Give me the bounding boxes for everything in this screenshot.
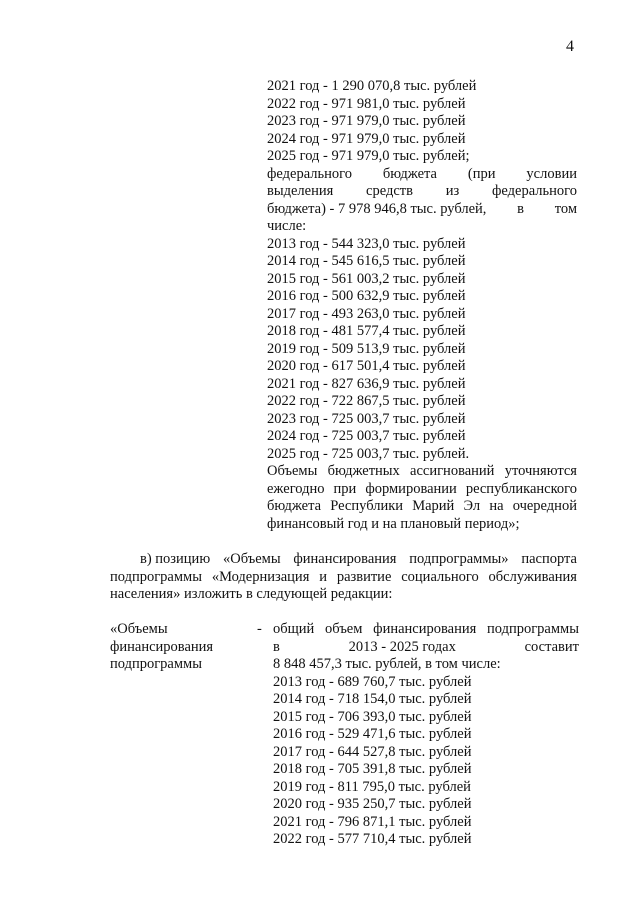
word: формировании bbox=[365, 481, 457, 497]
note-line bbox=[267, 481, 577, 498]
year-line: 2014 год - 718 154,0 тыс. рублей bbox=[273, 691, 472, 707]
word: обслуживания bbox=[488, 569, 577, 585]
paragraph-line bbox=[140, 551, 577, 568]
year-line: 2021 год - 1 290 070,8 тыс. рублей bbox=[267, 78, 477, 94]
word: в bbox=[273, 639, 280, 655]
word: подпрограммы bbox=[110, 569, 202, 585]
table-left-label-line: финансирования bbox=[110, 639, 214, 655]
word: из bbox=[445, 183, 460, 199]
year-line: 2023 год - 725 003,7 тыс. рублей bbox=[267, 411, 466, 427]
word: на bbox=[489, 498, 504, 514]
paragraph-line: населения» изложить в следующей редакции: bbox=[110, 586, 393, 602]
year-line: 2018 год - 481 577,4 тыс. рублей bbox=[267, 323, 466, 339]
word: финансирования bbox=[293, 551, 397, 567]
year-line: 2017 год - 493 263,0 тыс. рублей bbox=[267, 306, 466, 322]
word: (при bbox=[467, 166, 496, 182]
federal-heading-line bbox=[267, 166, 577, 183]
word: бюджета) - 7 978 946,8 тыс. рублей, bbox=[267, 201, 487, 217]
word: развитие bbox=[336, 569, 392, 585]
word: социального bbox=[401, 569, 479, 585]
table-right-line: 8 848 457,3 тыс. рублей, в том числе: bbox=[273, 656, 501, 672]
year-line: 2019 год - 811 795,0 тыс. рублей bbox=[273, 779, 471, 795]
word: подпрограммы» bbox=[409, 551, 509, 567]
word: бюджета bbox=[267, 498, 322, 514]
word: ежегодно bbox=[267, 481, 325, 497]
table-right-line bbox=[273, 621, 579, 638]
year-line: 2016 год - 500 632,9 тыс. рублей bbox=[267, 288, 466, 304]
year-line: 2021 год - 827 636,9 тыс. рублей bbox=[267, 376, 466, 392]
table-dash: - bbox=[257, 621, 262, 637]
word: в bbox=[517, 201, 524, 217]
federal-heading-line bbox=[267, 201, 577, 218]
table-left-label-line: подпрограммы bbox=[110, 656, 202, 672]
note-line: финансовый год и на плановый период»; bbox=[267, 516, 520, 532]
word: в) позицию bbox=[140, 551, 211, 567]
year-line: 2013 год - 544 323,0 тыс. рублей bbox=[267, 236, 466, 252]
word: общий bbox=[273, 621, 315, 637]
word: 2013 - 2025 годах bbox=[348, 639, 456, 655]
year-line: 2022 год - 971 981,0 тыс. рублей bbox=[267, 96, 466, 112]
year-line: 2025 год - 725 003,7 тыс. рублей. bbox=[267, 446, 470, 462]
word: очередной bbox=[512, 498, 577, 514]
word: федерального bbox=[267, 166, 352, 182]
word: «Объемы bbox=[222, 551, 281, 567]
year-line: 2021 год - 796 871,1 тыс. рублей bbox=[273, 814, 472, 830]
word: средств bbox=[366, 183, 413, 199]
federal-heading-line bbox=[267, 183, 577, 200]
table-right-line bbox=[273, 639, 579, 656]
paragraph-line bbox=[110, 569, 577, 586]
year-line: 2025 год - 971 979,0 тыс. рублей; bbox=[267, 148, 470, 164]
year-line: 2013 год - 689 760,7 тыс. рублей bbox=[273, 674, 472, 690]
word: подпрограммы bbox=[487, 621, 579, 637]
note-line bbox=[267, 463, 577, 480]
word: бюджетных bbox=[327, 463, 400, 479]
word: условии bbox=[526, 166, 577, 182]
word: Объемы bbox=[267, 463, 318, 479]
year-line: 2015 год - 706 393,0 тыс. рублей bbox=[273, 709, 472, 725]
word: выделения bbox=[267, 183, 334, 199]
word: бюджета bbox=[382, 166, 437, 182]
word: ассигнований bbox=[410, 463, 495, 479]
year-line: 2016 год - 529 471,6 тыс. рублей bbox=[273, 726, 472, 742]
year-line: 2018 год - 705 391,8 тыс. рублей bbox=[273, 761, 472, 777]
federal-heading-line: числе: bbox=[267, 218, 307, 234]
word: Эл bbox=[463, 498, 481, 514]
year-line: 2015 год - 561 003,2 тыс. рублей bbox=[267, 271, 466, 287]
year-line: 2024 год - 725 003,7 тыс. рублей bbox=[267, 428, 466, 444]
page-number: 4 bbox=[566, 38, 574, 55]
word: объем bbox=[325, 621, 363, 637]
table-left-label-line: «Объемы bbox=[110, 621, 168, 637]
word: том bbox=[554, 201, 577, 217]
year-line: 2019 год - 509 513,9 тыс. рублей bbox=[267, 341, 466, 357]
word: Республики bbox=[330, 498, 404, 514]
year-line: 2023 год - 971 979,0 тыс. рублей bbox=[267, 113, 466, 129]
year-line: 2020 год - 935 250,7 тыс. рублей bbox=[273, 796, 472, 812]
word: при bbox=[333, 481, 357, 497]
year-line: 2022 год - 722 867,5 тыс. рублей bbox=[267, 393, 466, 409]
year-line: 2017 год - 644 527,8 тыс. рублей bbox=[273, 744, 472, 760]
word: республиканского bbox=[465, 481, 577, 497]
word: Марий bbox=[412, 498, 455, 514]
word: федерального bbox=[492, 183, 577, 199]
word: «Модернизация bbox=[211, 569, 310, 585]
word: паспорта bbox=[521, 551, 577, 567]
year-line: 2024 год - 971 979,0 тыс. рублей bbox=[267, 131, 466, 147]
year-line: 2022 год - 577 710,4 тыс. рублей bbox=[273, 831, 472, 847]
word: составит bbox=[524, 639, 579, 655]
word: и bbox=[319, 569, 327, 585]
word: финансирования bbox=[373, 621, 477, 637]
note-line bbox=[267, 498, 577, 515]
year-line: 2020 год - 617 501,4 тыс. рублей bbox=[267, 358, 466, 374]
word: уточняются bbox=[504, 463, 577, 479]
year-line: 2014 год - 545 616,5 тыс. рублей bbox=[267, 253, 466, 269]
